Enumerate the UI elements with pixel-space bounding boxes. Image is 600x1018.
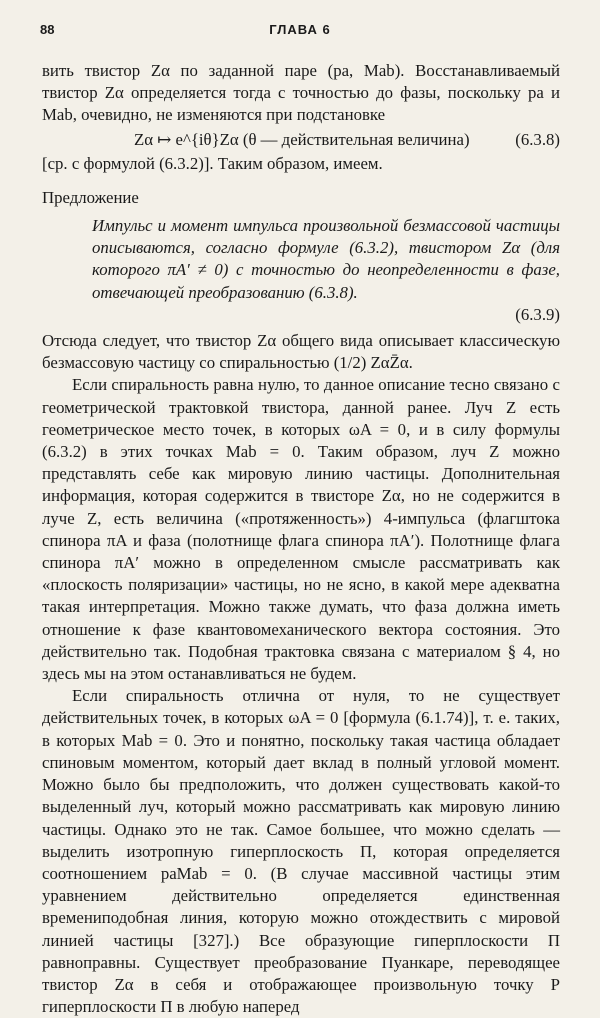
proposition-text: Импульс и момент импульса произвольной безмассовой частицы описываются, согласно формуле (6.3.2), твистором Zα (для которого πA′ ≠ 0) с точностью до неопределенности в фазе, отвечающей преобразованию (6.3.8). [92, 216, 560, 302]
page-number: 88 [40, 22, 55, 37]
paragraph-1: вить твистор Zα по заданной паре (pa, Mab). Восстанавливаемый твистор Zα определяется тогда с точностью до фазы, поскольку pa и Mab, очевидно, не изменяются при подстановке [42, 61, 560, 125]
paragraph-2: [ср. с формулой (6.3.2)]. Таким образом, имеем. [42, 153, 383, 173]
formula-number: (6.3.8) [515, 129, 560, 149]
paragraph-3: Отсюда следует, что твистор Zα общего вида описывает классическую безмассовую частицу со спиральностью (1/2) ZαZ̄α. [42, 331, 560, 373]
page-header [40, 22, 560, 42]
chapter-title: ГЛАВА 6 [269, 22, 331, 37]
formula-6-3-8 [42, 127, 560, 153]
paragraph-5: Если спиральность отлична от нуля, то не существует действительных точек, в которых ωA = 0 [формула (6.1.74)], т. е. таких, в которых Mab = 0. Это и понятно, поскольку такая частица обладает спиновым моментом, который дает вклад в полный угловой момент. Можно было бы предположить, что должен существовать какой-то выделенный луч, который можно рассматривать как мировую линию частицы. Однако это не так. Самое большее, что можно сделать — выделить изотропную гиперплоскость Π, которая определяется соотношением paMab = 0. (В случае массивной частицы этим уравнением действительно определяется единственная времениподобная линия, которую можно отождествить с мировой линией частицы [327].) Все образующие гиперплоскости Π равноправны. Существует преобразование Пуанкаре, переводящее твистор Zα в себя и отображающее произвольную точку P гиперплоскости Π в любую наперед [42, 686, 560, 1017]
formula-expression: Zα ↦ e^{iθ}Zα (θ — действительная величина) [134, 129, 470, 149]
proposition-title: Предложение [42, 187, 139, 207]
page-body [42, 60, 560, 1018]
proposition-number: (6.3.9) [515, 304, 560, 324]
paragraph-4: Если спиральность равна нулю, то данное описание тесно связано с геометрической трактовкой твистора, данной ранее. Луч Z есть геометрическое место точек, в которых ωA = 0, и в силу формулы (6.3.2) в этих точках Mab = 0. Таким образом, луч Z можно представлять себе как мировую линию частицы. Дополнительная информация, которая содержится в твисторе Zα, но не содержится в луче Z, есть величина («протяженность») 4-импульса (флагштока спинора πA и фаза (полотнище флага спинора πA′). Полотнище флага спинора πA′ можно в определенном смысле рассматривать как «плоскость поляризации» частицы, но не ясно, в какой мере адекватна такая интерпретация. Можно также думать, что фаза должна иметь отношение к фазе квантовомеханического вектора состояния. Это действительно так. Подобная трактовка связана с материалом § 4, но здесь мы на этом останавливаться не будем. [42, 375, 560, 684]
